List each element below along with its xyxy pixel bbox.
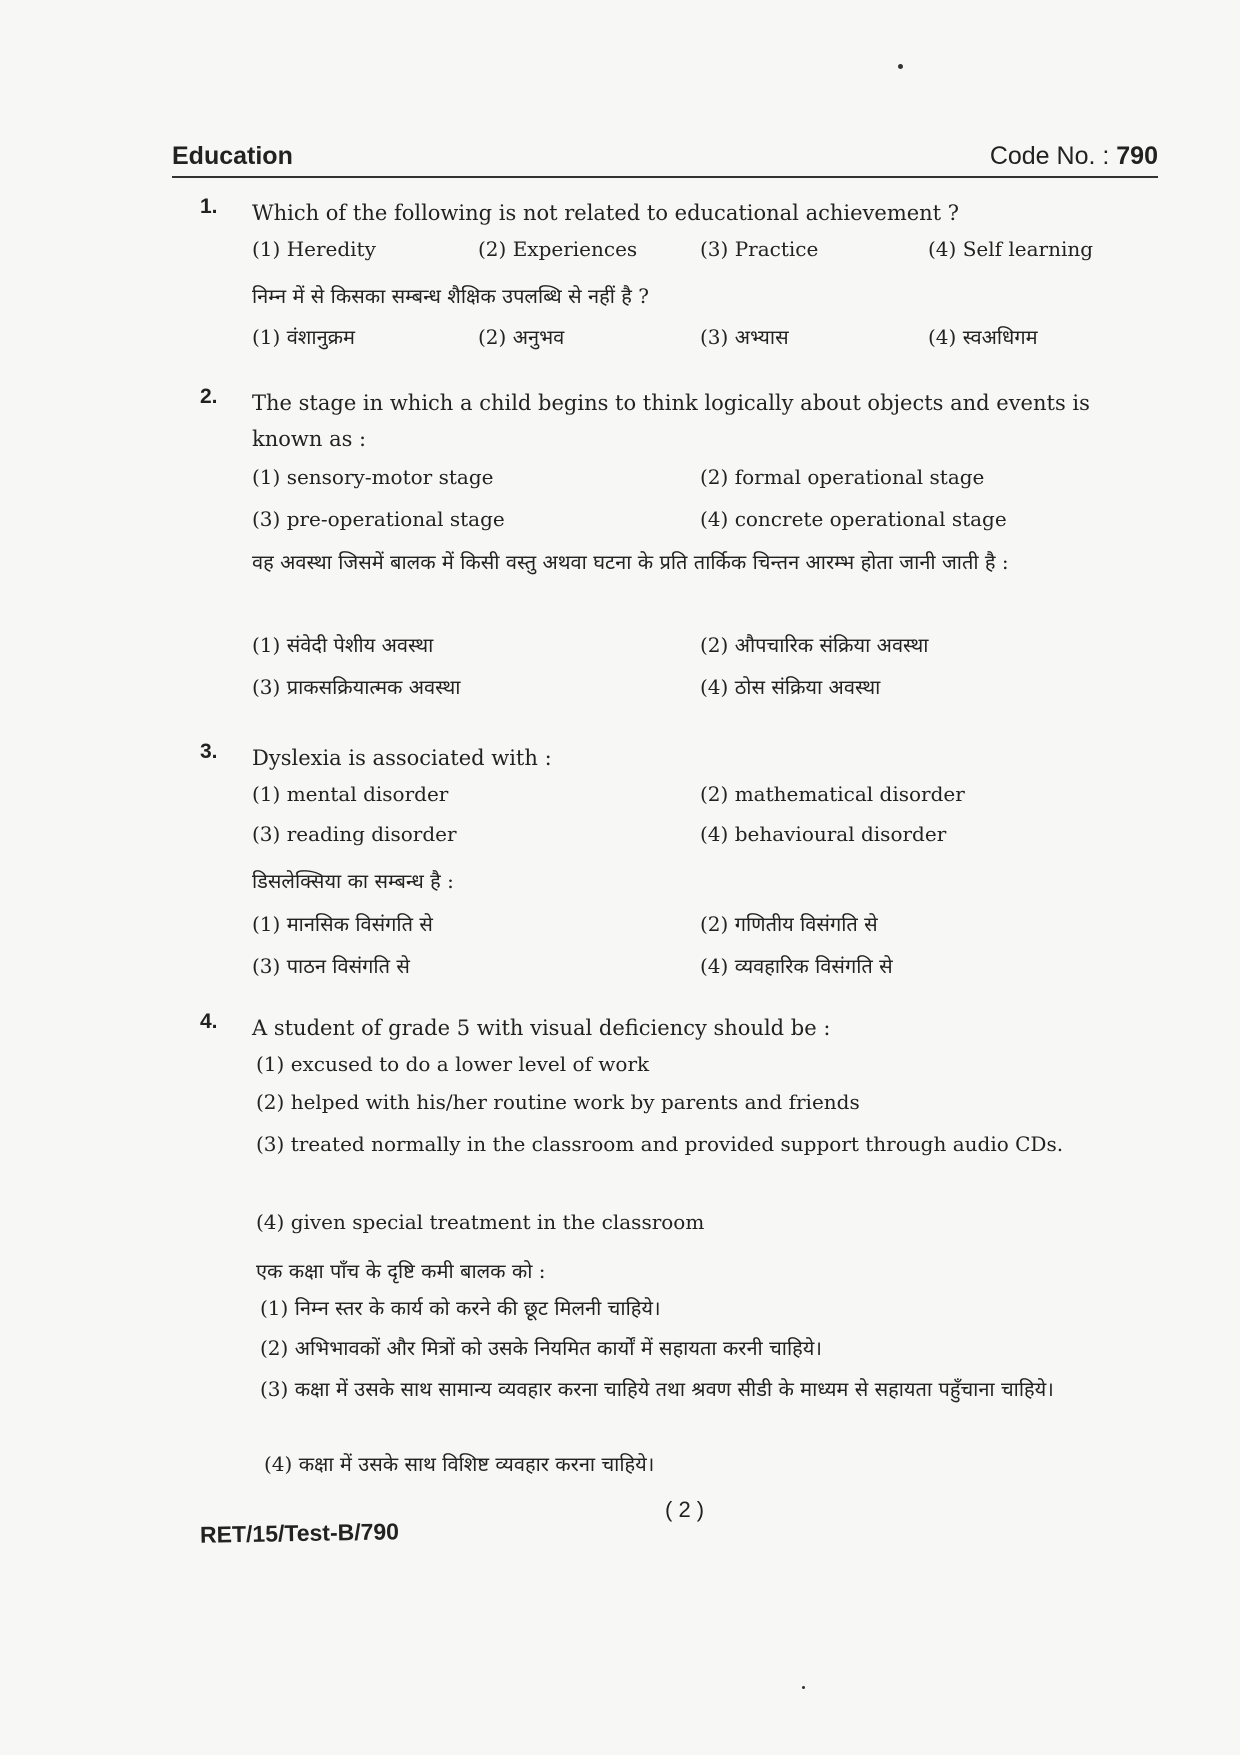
- question-number: 2.: [200, 385, 218, 408]
- question-number: 4.: [200, 1010, 218, 1033]
- option-en: (4) behavioural disorder: [700, 822, 947, 846]
- code-number: [990, 142, 1158, 171]
- question-1: [200, 195, 1160, 355]
- option-hi: (3) अभ्यास: [700, 325, 789, 349]
- option-hi: (1) वंशानुक्रम: [252, 325, 356, 349]
- option-en: (1) sensory-motor stage: [252, 465, 494, 489]
- page-header: [172, 142, 1158, 178]
- subject-title: Education: [172, 142, 293, 170]
- question-text-hi: एक कक्षा पाँच के दृष्टि कमी बालक को :: [256, 1259, 546, 1283]
- speck-dot: [802, 1686, 805, 1689]
- option-en: (3) pre-operational stage: [252, 507, 505, 531]
- option-en: (4) concrete operational stage: [700, 507, 1007, 531]
- code-label: Code No. :: [989, 142, 1110, 170]
- option-en: (1) excused to do a lower level of work: [256, 1052, 650, 1076]
- page-number: ( 2 ): [665, 1497, 705, 1522]
- option-hi: (1) मानसिक विसंगति से: [252, 912, 433, 936]
- question-text-hi: वह अवस्था जिसमें बालक में किसी वस्तु अथवा घटना के प्रति तार्किक चिन्तन आरम्भ होता जानी जाती है :: [252, 550, 1009, 574]
- option-en: (3) Practice: [700, 237, 819, 261]
- option-hi: (1) निम्न स्तर के कार्य को करने की छूट मिलनी चाहिये।: [260, 1296, 661, 1320]
- option-hi: (3) पाठन विसंगति से: [252, 954, 410, 978]
- option-hi: (3) प्राकसक्रियात्मक अवस्था: [252, 675, 461, 699]
- question-text-hi: निम्न में से किसका सम्बन्ध शैक्षिक उपलब्धि से नहीं है ?: [252, 284, 649, 308]
- question-text-en: Dyslexia is associated with :: [252, 746, 552, 770]
- option-en: (2) helped with his/her routine work by parents and friends: [256, 1090, 860, 1114]
- option-en: (4) given special treatment in the classroom: [256, 1210, 705, 1234]
- speck-dot: [898, 64, 903, 69]
- option-hi: (2) औपचारिक संक्रिया अवस्था: [700, 633, 929, 657]
- option-hi: (1) संवेदी पेशीय अवस्था: [252, 633, 434, 657]
- option-hi: (2) अभिभावकों और मित्रों को उसके नियमित कार्यों में सहायता करनी चाहिये।: [260, 1336, 822, 1360]
- option-en: (2) Experiences: [478, 237, 638, 261]
- option-en: (4) Self learning: [928, 237, 1094, 261]
- option-hi: (4) स्वअधिगम: [928, 325, 1038, 349]
- option-en: (3) reading disorder: [252, 822, 457, 846]
- option-hi: (2) अनुभव: [478, 325, 565, 349]
- question-text-en: Which of the following is not related to educational achievement ?: [252, 201, 960, 225]
- question-text-hi: डिसलेक्सिया का सम्बन्ध है :: [252, 869, 454, 893]
- question-text-en: A student of grade 5 with visual deficiency should be :: [252, 1016, 831, 1040]
- option-hi: (4) व्यवहारिक विसंगति से: [700, 954, 893, 978]
- question-3: [200, 740, 1160, 985]
- question-2: [200, 385, 1160, 715]
- question-number: 1.: [200, 195, 218, 218]
- question-number: 3.: [200, 740, 218, 763]
- option-hi: (2) गणितीय विसंगति से: [700, 912, 878, 936]
- question-text-en: The stage in which a child begins to think logically about objects and events is known as :: [252, 391, 1090, 451]
- option-hi: (4) कक्षा में उसके साथ विशिष्ट व्यवहार करना चाहिये।: [264, 1452, 655, 1476]
- test-code: RET/15/Test-B/790: [199, 1518, 400, 1548]
- option-en: (2) mathematical disorder: [700, 782, 965, 806]
- code-value: 790: [1116, 142, 1158, 170]
- option-en: (3) treated normally in the classroom and provided support through audio CDs.: [256, 1132, 1064, 1156]
- question-4: [200, 1010, 1160, 1490]
- option-hi: (3) कक्षा में उसके साथ सामान्य व्यवहार करना चाहिये तथा श्रवण सीडी के माध्यम से सहायता पहुँचाना चाहिये।: [260, 1377, 1054, 1401]
- option-en: (1) Heredity: [252, 237, 376, 261]
- option-en: (1) mental disorder: [252, 782, 449, 806]
- option-hi: (4) ठोस संक्रिया अवस्था: [700, 675, 881, 699]
- option-en: (2) formal operational stage: [700, 465, 985, 489]
